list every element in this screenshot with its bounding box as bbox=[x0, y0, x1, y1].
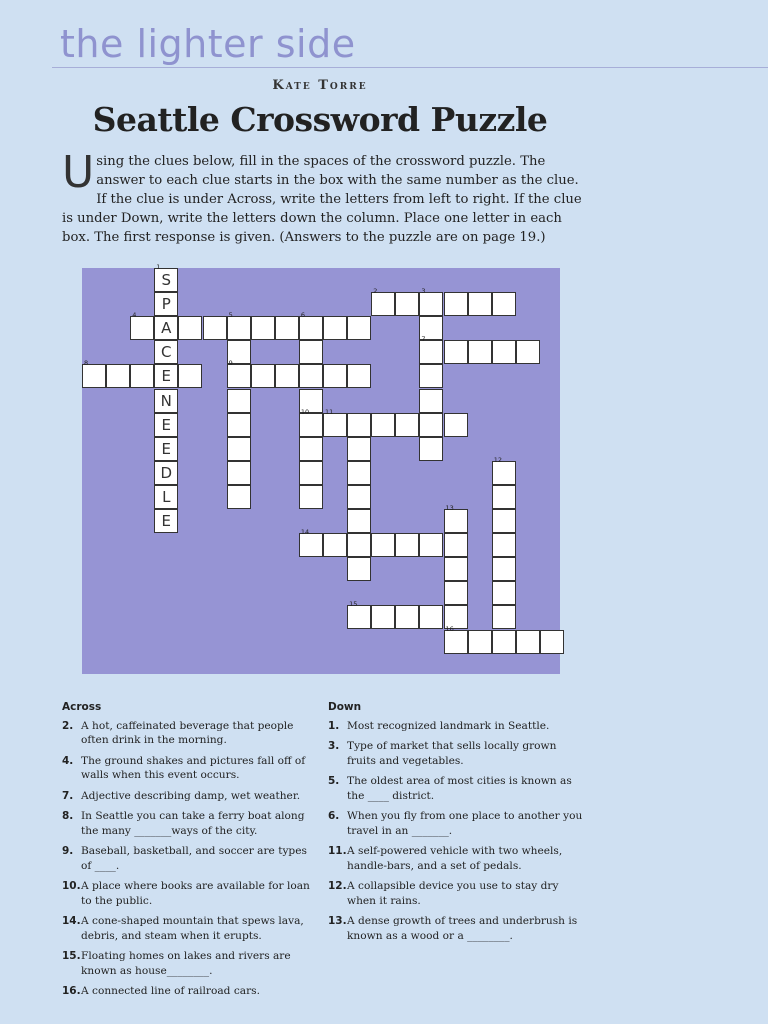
crossword-cell[interactable] bbox=[371, 413, 395, 437]
crossword-cell[interactable] bbox=[347, 533, 371, 557]
crossword-cell[interactable] bbox=[419, 287, 443, 316]
crossword-cell[interactable] bbox=[371, 287, 395, 316]
clue-item bbox=[62, 914, 317, 943]
clue-text: Most recognized landmark in Seattle. bbox=[347, 719, 550, 732]
cell-letter: N bbox=[160, 391, 172, 410]
clue-item bbox=[328, 774, 583, 803]
crossword-cell[interactable] bbox=[154, 389, 178, 413]
clue-item bbox=[62, 754, 317, 783]
crossword-cell[interactable] bbox=[299, 437, 323, 461]
clue-number: 14. bbox=[62, 915, 81, 927]
crossword-cell[interactable] bbox=[299, 485, 323, 509]
cell-number: 11 bbox=[325, 407, 334, 416]
crossword-cell[interactable] bbox=[251, 316, 275, 340]
crossword-cell[interactable] bbox=[82, 359, 106, 388]
intro-text: sing the clues below, fill in the spaces of the crossword puzzle. The answer to each clue starts in the box with the same number as the clue. If the clue is under Across, write the letters from left to right. If the clue is under Down, write the letters down the column. Place one letter in each box. The first response is given. (Answers to the puzzle are on page 19.) bbox=[62, 154, 582, 245]
crossword-cell[interactable] bbox=[154, 340, 178, 364]
clue-number: 8. bbox=[62, 810, 74, 822]
cell-number: 3 bbox=[421, 287, 426, 296]
crossword-cell[interactable] bbox=[154, 316, 178, 340]
crossword-cell[interactable] bbox=[154, 509, 178, 533]
clue-number: 9. bbox=[62, 845, 74, 857]
crossword-cell[interactable] bbox=[106, 364, 130, 388]
clue-text: The ground shakes and pictures fall off of walls when this event occurs. bbox=[81, 754, 306, 781]
clue-number: 2. bbox=[62, 719, 74, 732]
crossword-cell[interactable] bbox=[130, 311, 154, 340]
crossword-cell[interactable] bbox=[492, 581, 516, 605]
intro-paragraph bbox=[62, 147, 582, 247]
crossword-cell[interactable] bbox=[395, 413, 419, 437]
clue-item bbox=[62, 949, 317, 978]
clue-text: Type of market that sells locally grown fruits and vegetables. bbox=[347, 740, 557, 767]
clue-number: 1. bbox=[328, 719, 340, 732]
crossword-cell[interactable] bbox=[323, 364, 347, 388]
across-heading: Across bbox=[62, 701, 102, 713]
crossword-cell[interactable] bbox=[154, 364, 178, 388]
crossword-cell[interactable] bbox=[227, 311, 251, 340]
crossword-cell[interactable] bbox=[492, 292, 516, 316]
crossword-cell[interactable] bbox=[492, 455, 516, 485]
cell-letter: L bbox=[162, 487, 171, 506]
clue-number: 13. bbox=[328, 915, 347, 927]
clue-text: A cone-shaped mountain that spews lava, debris, and steam when it erupts. bbox=[81, 915, 304, 942]
crossword-cell[interactable] bbox=[444, 581, 468, 605]
cell-letter: S bbox=[161, 271, 172, 289]
crossword-cell[interactable] bbox=[227, 389, 251, 413]
crossword-grid bbox=[82, 263, 560, 674]
clue-number: 16. bbox=[62, 985, 81, 997]
clue-item bbox=[62, 844, 317, 873]
crossword-cell[interactable] bbox=[227, 437, 251, 461]
crossword-cell[interactable] bbox=[227, 485, 251, 509]
crossword-cell[interactable] bbox=[444, 292, 468, 316]
clue-number: 12. bbox=[328, 880, 347, 892]
crossword-cell[interactable] bbox=[492, 509, 516, 533]
crossword-cell[interactable] bbox=[419, 605, 443, 629]
crossword-cell[interactable] bbox=[492, 630, 516, 654]
clue-item bbox=[62, 809, 317, 838]
crossword-cell[interactable] bbox=[299, 364, 323, 388]
cell-letter: E bbox=[161, 439, 172, 458]
clue-text: A dense growth of trees and underbrush is known as a wood or a ________. bbox=[347, 915, 578, 942]
down-clues bbox=[328, 700, 583, 949]
crossword-cell[interactable] bbox=[154, 461, 178, 485]
crossword-cell[interactable] bbox=[299, 340, 323, 364]
clue-item bbox=[328, 914, 583, 943]
clue-item bbox=[328, 719, 583, 734]
crossword-cell[interactable] bbox=[395, 292, 419, 316]
crossword-cell[interactable] bbox=[347, 509, 371, 533]
crossword-cell[interactable] bbox=[347, 413, 371, 437]
across-clues bbox=[62, 700, 317, 1005]
clue-number: 5. bbox=[328, 775, 340, 787]
crossword-cell[interactable] bbox=[347, 485, 371, 509]
crossword-cell[interactable] bbox=[516, 630, 540, 654]
crossword-cell[interactable] bbox=[154, 263, 178, 292]
cell-number: 5 bbox=[228, 311, 233, 320]
cell-number: 14 bbox=[300, 528, 310, 537]
clue-item bbox=[328, 879, 583, 908]
crossword-cell[interactable] bbox=[178, 316, 202, 340]
crossword-cell[interactable] bbox=[516, 340, 540, 364]
crossword-cell[interactable] bbox=[540, 630, 564, 654]
crossword-cell[interactable] bbox=[154, 413, 178, 437]
clue-item bbox=[62, 719, 317, 748]
crossword-cell[interactable] bbox=[178, 364, 202, 388]
crossword-cell[interactable] bbox=[468, 630, 492, 654]
clue-number: 11. bbox=[328, 845, 347, 857]
cell-number: 2 bbox=[373, 287, 378, 296]
clue-text: A self-powered vehicle with two wheels, handle-bars, and a set of pedals. bbox=[347, 845, 563, 872]
crossword-cell[interactable] bbox=[227, 359, 251, 388]
clue-item bbox=[328, 809, 583, 838]
crossword-cell[interactable] bbox=[371, 533, 395, 557]
crossword-cell[interactable] bbox=[154, 437, 178, 461]
crossword-cell[interactable] bbox=[371, 605, 395, 629]
crossword-cell[interactable] bbox=[444, 504, 468, 533]
section-title: the lighter side bbox=[60, 22, 356, 66]
crossword-cell[interactable] bbox=[299, 311, 323, 340]
crossword-cell[interactable] bbox=[492, 605, 516, 629]
crossword-cell[interactable] bbox=[419, 364, 443, 388]
crossword-cell[interactable] bbox=[130, 364, 154, 388]
crossword-cell[interactable] bbox=[468, 340, 492, 364]
crossword-cell[interactable] bbox=[444, 624, 468, 654]
cell-letter: D bbox=[160, 463, 173, 482]
clue-item bbox=[62, 879, 317, 908]
page-title: Seattle Crossword Puzzle bbox=[92, 100, 548, 139]
crossword-cell[interactable] bbox=[419, 335, 443, 364]
cell-number: 12 bbox=[493, 455, 502, 464]
crossword-cell[interactable] bbox=[419, 389, 443, 413]
crossword-cell[interactable] bbox=[347, 557, 371, 581]
crossword-cell[interactable] bbox=[299, 461, 323, 485]
crossword-cell[interactable] bbox=[444, 340, 468, 364]
clue-text: Adjective describing damp, wet weather. bbox=[81, 789, 301, 802]
clue-text: A connected line of railroad cars. bbox=[81, 985, 260, 997]
crossword-cell[interactable] bbox=[347, 316, 371, 340]
clue-text: The oldest area of most cities is known as the ____ district. bbox=[347, 775, 572, 802]
clue-number: 7. bbox=[62, 789, 74, 802]
crossword-cell[interactable] bbox=[347, 461, 371, 485]
cell-number: 4 bbox=[132, 311, 137, 320]
crossword-cell[interactable] bbox=[419, 533, 443, 557]
crossword-cell[interactable] bbox=[444, 557, 468, 581]
crossword-cell[interactable] bbox=[323, 533, 347, 557]
crossword-cell[interactable] bbox=[492, 557, 516, 581]
crossword-cell[interactable] bbox=[468, 292, 492, 316]
cell-letter: E bbox=[161, 367, 172, 386]
crossword-cell[interactable] bbox=[444, 533, 468, 557]
cell-number: 6 bbox=[300, 311, 306, 320]
clue-text: Baseball, basketball, and soccer are types of ____. bbox=[81, 845, 307, 872]
crossword-cell[interactable] bbox=[347, 600, 371, 629]
crossword-cell[interactable] bbox=[347, 437, 371, 461]
dropcap: U bbox=[62, 147, 95, 198]
clue-item bbox=[62, 789, 317, 804]
section-rule bbox=[52, 67, 768, 68]
cell-letter: A bbox=[161, 319, 172, 338]
crossword-cell[interactable] bbox=[275, 364, 299, 388]
crossword-cell[interactable] bbox=[395, 533, 419, 557]
clue-text: In Seattle you can take a ferry boat along the many _______ways of the city. bbox=[81, 810, 305, 837]
clue-item bbox=[328, 844, 583, 873]
crossword-cell[interactable] bbox=[323, 407, 347, 437]
crossword-cell[interactable] bbox=[323, 316, 347, 340]
clue-item bbox=[328, 739, 583, 768]
cell-number: 8 bbox=[84, 359, 89, 368]
cell-number: 1 bbox=[156, 263, 161, 271]
clue-item bbox=[62, 984, 317, 999]
cell-letter: C bbox=[161, 343, 172, 362]
cell-number: 13 bbox=[445, 504, 454, 512]
cell-letter: E bbox=[161, 415, 172, 434]
cell-number: 16 bbox=[445, 624, 454, 633]
crossword-cell[interactable] bbox=[444, 413, 468, 437]
cell-letter: E bbox=[161, 512, 172, 530]
clue-text: Floating homes on lakes and rivers are known as house________. bbox=[81, 950, 291, 977]
crossword-cell[interactable] bbox=[154, 485, 178, 509]
cell-number: 10 bbox=[300, 407, 310, 416]
clue-number: 4. bbox=[62, 754, 74, 767]
crossword-cell[interactable] bbox=[419, 437, 443, 461]
clue-text: When you fly from one place to another you travel in an _______. bbox=[347, 810, 583, 837]
crossword-cell[interactable] bbox=[275, 316, 299, 340]
crossword-cell[interactable] bbox=[251, 364, 275, 388]
crossword-cell[interactable] bbox=[395, 605, 419, 629]
crossword-cell[interactable] bbox=[492, 340, 516, 364]
crossword-cell[interactable] bbox=[419, 413, 443, 437]
crossword-cell[interactable] bbox=[154, 292, 178, 316]
crossword-cell[interactable] bbox=[492, 485, 516, 509]
clue-number: 15. bbox=[62, 950, 81, 962]
crossword-cell[interactable] bbox=[203, 316, 227, 340]
clue-number: 6. bbox=[328, 810, 340, 822]
clue-number: 10. bbox=[62, 880, 81, 892]
crossword-cell[interactable] bbox=[299, 407, 323, 437]
clue-text: A collapsible device you use to stay dry when it rains. bbox=[347, 880, 559, 907]
crossword-cell[interactable] bbox=[227, 461, 251, 485]
cell-number: 15 bbox=[349, 600, 358, 609]
cell-number: 7 bbox=[421, 335, 426, 344]
clue-text: A place where books are available for loan to the public. bbox=[81, 880, 310, 907]
down-heading: Down bbox=[328, 701, 362, 713]
crossword-cell[interactable] bbox=[347, 364, 371, 388]
crossword-cell[interactable] bbox=[299, 528, 323, 557]
clue-number: 3. bbox=[328, 740, 340, 752]
cell-letter: P bbox=[161, 295, 171, 314]
crossword-cell[interactable] bbox=[227, 413, 251, 437]
author-name: Kate Torre bbox=[272, 78, 368, 93]
crossword-cell[interactable] bbox=[492, 533, 516, 557]
clue-text: A hot, caffeinated beverage that people often drink in the morning. bbox=[81, 719, 294, 746]
cell-number: 9 bbox=[228, 359, 233, 368]
